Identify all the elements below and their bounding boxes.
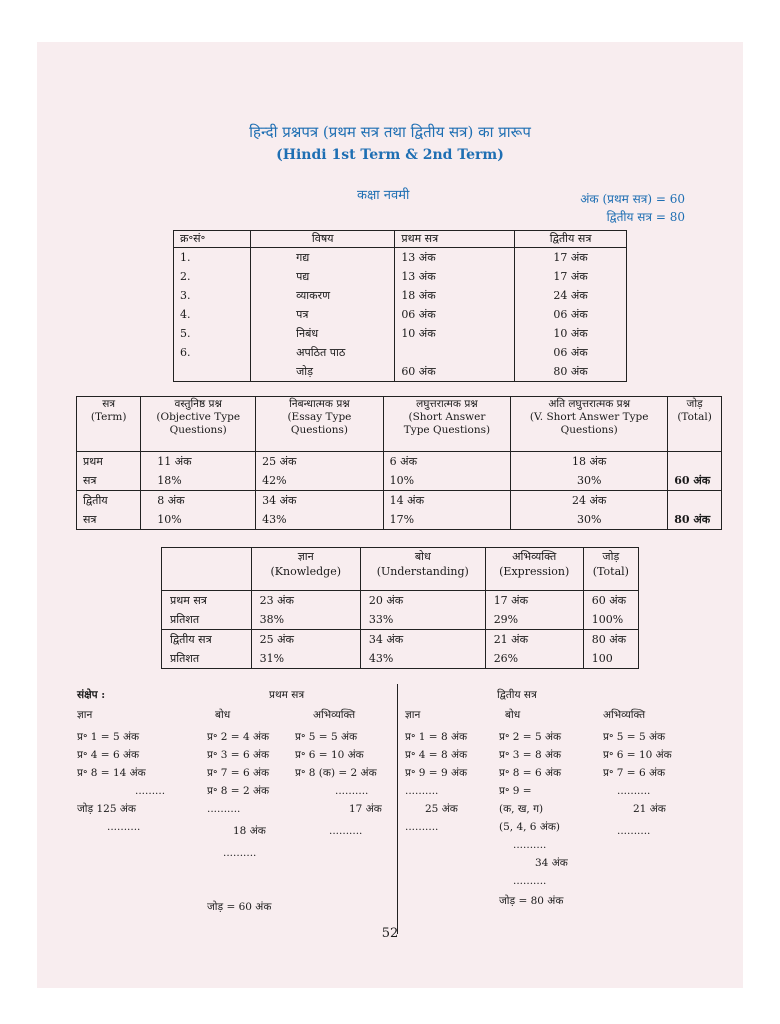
header-line: जोड़ (602, 550, 620, 563)
header-cell (360, 548, 485, 591)
cell: 80 अंक (583, 630, 638, 650)
list-item: प्र॰ 6 = 10 अंक (603, 749, 672, 761)
header-line: (Total) (592, 565, 629, 578)
total-cell: 80 अंक (668, 510, 722, 530)
second-abhi-list (603, 728, 672, 840)
list-item: प्र॰ 8 = 6 अंक (499, 767, 562, 779)
header-line: (Total) (677, 411, 712, 423)
header-cell (141, 397, 256, 452)
list-item: प्र॰ 9 = 9 अंक (405, 767, 468, 779)
list-item: .......... (329, 825, 363, 837)
table-header-row (77, 397, 722, 452)
list-item: .......... (405, 785, 439, 797)
cell: 13 अंक (395, 248, 515, 268)
list-item: प्र॰ 8 (क) = 2 अंक (295, 767, 377, 779)
cell: 100% (583, 610, 638, 630)
first-gyan-list (77, 728, 165, 836)
list-item: प्र॰ 4 = 8 अंक (405, 749, 468, 761)
cell: 06 अंक (395, 305, 515, 324)
cell: 5. (174, 324, 251, 343)
list-item: .......... (207, 803, 241, 815)
cell: 2. (174, 267, 251, 286)
header-line: (V. Short Answer Type (529, 411, 649, 423)
header-line: ज्ञान (297, 550, 314, 563)
header-line: Type Questions) (403, 424, 491, 436)
table-row (77, 452, 722, 472)
skill-distribution-table (161, 547, 639, 669)
header-line: वस्तुनिष्ठ प्रश्न (174, 398, 222, 410)
cell: 06 अंक (515, 305, 627, 324)
header-line: Questions) (290, 424, 348, 436)
cell: 10% (141, 510, 256, 530)
list-item: प्र॰ 8 = 2 अंक (207, 785, 270, 797)
cell: 21 अंक (485, 630, 583, 650)
cell: 4. (174, 305, 251, 324)
list-item: .......... (617, 825, 651, 837)
marks-second-term: द्वितीय सत्र = 80 (606, 210, 685, 224)
header-line: (Objective Type (156, 411, 241, 423)
list-item: प्र॰ 9 = (499, 785, 532, 797)
row-label: प्रतिशत (162, 649, 252, 669)
second-term-total: जोड़ = 80 अंक (499, 895, 564, 907)
table-total-row (174, 362, 627, 382)
list-item: .......... (107, 821, 141, 833)
table-header-row (174, 231, 627, 248)
row-label: प्रतिशत (162, 610, 252, 630)
cell: 34 अंक (360, 630, 485, 650)
cell: 100 (583, 649, 638, 669)
list-item: प्र॰ 5 = 5 अंक (295, 731, 358, 743)
term-cell: सत्र (77, 510, 141, 530)
row-label: प्रथम सत्र (162, 591, 252, 611)
list-item: 21 अंक (633, 803, 666, 815)
header-cell (251, 548, 360, 591)
cell: 60 अंक (395, 362, 515, 382)
first-abhi-list (295, 728, 382, 840)
cell: 1. (174, 248, 251, 268)
list-item: प्र॰ 3 = 8 अंक (499, 749, 562, 761)
cell: 6 अंक (383, 452, 511, 472)
term-cell: द्वितीय (77, 491, 141, 511)
list-item: 18 अंक (233, 825, 266, 837)
cell: 43% (256, 510, 384, 530)
summary-divider (397, 684, 398, 934)
header-line: अति लघुत्तरात्मक प्रश्न (548, 398, 631, 410)
header-cell (485, 548, 583, 591)
header-line: (Short Answer (408, 411, 486, 423)
list-item: प्र॰ 2 = 4 अंक (207, 731, 270, 743)
header-line: Questions) (560, 424, 618, 436)
cell: 06 अंक (515, 343, 627, 362)
header-cell (77, 397, 141, 452)
list-item: 17 अंक (349, 803, 382, 815)
cell: पद्य (251, 267, 395, 286)
table-row (174, 324, 627, 343)
header-line: बोध (414, 550, 431, 563)
list-item: प्र॰ 2 = 5 अंक (499, 731, 562, 743)
cell: 31% (251, 649, 360, 669)
header-line: Questions) (169, 424, 227, 436)
header-line: सत्र (102, 398, 116, 410)
table-row (174, 267, 627, 286)
cell: व्याकरण (251, 286, 395, 305)
cell: 34 अंक (256, 491, 384, 511)
header-cell (383, 397, 511, 452)
cell: पत्र (251, 305, 395, 324)
header-cell: क्र॰सं॰ (174, 231, 251, 248)
term-cell: सत्र (77, 471, 141, 491)
cell: 33% (360, 610, 485, 630)
list-item: 25 अंक (425, 803, 458, 815)
page-title-english: (Hindi 1st Term & 2nd Term) (276, 147, 504, 163)
cell (174, 362, 251, 382)
header-cell: विषय (251, 231, 395, 248)
list-item: .......... (223, 847, 257, 859)
table-row (174, 343, 627, 362)
cell (668, 491, 722, 511)
header-line: (Term) (90, 411, 127, 423)
table-row (162, 630, 639, 650)
cell: 17 अंक (485, 591, 583, 611)
second-bodh-heading: बोध (505, 709, 521, 721)
cell: 30% (511, 471, 668, 491)
total-cell: 60 अंक (668, 471, 722, 491)
list-item: प्र॰ 1 = 8 अंक (405, 731, 468, 743)
header-line: निबन्धात्मक प्रश्न (289, 398, 350, 410)
cell: 25 अंक (256, 452, 384, 472)
cell (395, 343, 515, 362)
second-bodh-list (499, 728, 568, 890)
header-line: (Understanding) (376, 565, 469, 578)
cell: 17 अंक (515, 248, 627, 268)
cell: 17 अंक (515, 267, 627, 286)
header-cell: द्वितीय सत्र (515, 231, 627, 248)
summary-label: संक्षेप : (77, 689, 106, 701)
cell: 38% (251, 610, 360, 630)
header-line: जोड़ (686, 398, 703, 410)
cell: 26% (485, 649, 583, 669)
term-cell: प्रथम (77, 452, 141, 472)
first-bodh-list (207, 728, 269, 862)
cell: 18% (141, 471, 256, 491)
page-title-hindi: हिन्दी प्रश्नपत्र (प्रथम सत्र तथा द्वितीय सत्र) का प्रारूप (249, 123, 531, 141)
cell: 60 अंक (583, 591, 638, 611)
header-cell (668, 397, 722, 452)
list-item: .......... (335, 785, 369, 797)
cell: गद्य (251, 248, 395, 268)
cell: 24 अंक (515, 286, 627, 305)
subject-marks-table (173, 230, 627, 382)
table-row (77, 471, 722, 491)
table-row (162, 610, 639, 630)
table-row (77, 510, 722, 530)
list-item: (5, 4, 6 अंक) (499, 821, 561, 833)
header-cell (256, 397, 384, 452)
cell: 10 अंक (515, 324, 627, 343)
cell: जोड़ (251, 362, 395, 382)
cell: 17% (383, 510, 511, 530)
cell: 10% (383, 471, 511, 491)
header-cell (583, 548, 638, 591)
first-abhi-heading: अभिव्यक्ति (313, 709, 356, 721)
cell: 20 अंक (360, 591, 485, 611)
table-row (162, 591, 639, 611)
cell: अपठित पाठ (251, 343, 395, 362)
document-page (37, 42, 743, 988)
cell: 3. (174, 286, 251, 305)
cell: 10 अंक (395, 324, 515, 343)
list-item: जोड़ 125 अंक (77, 803, 136, 815)
cell: 29% (485, 610, 583, 630)
marks-first-term: अंक (प्रथम सत्र) = 60 (580, 192, 685, 206)
cell: 18 अंक (511, 452, 668, 472)
header-line: (Essay Type (287, 411, 352, 423)
cell: 25 अंक (251, 630, 360, 650)
list-item: .......... (617, 785, 651, 797)
table-header-row (162, 548, 639, 591)
cell: 42% (256, 471, 384, 491)
second-gyan-heading: ज्ञान (405, 709, 421, 721)
header-cell (511, 397, 668, 452)
cell: 14 अंक (383, 491, 511, 511)
second-abhi-heading: अभिव्यक्ति (603, 709, 646, 721)
table-row (174, 286, 627, 305)
table-row (162, 649, 639, 669)
table-row (77, 491, 722, 511)
header-line: अभिव्यक्ति (512, 550, 557, 563)
second-term-heading: द्वितीय सत्र (497, 689, 537, 701)
table-row (174, 248, 627, 268)
list-item: .......... (405, 821, 439, 833)
header-line: (Expression) (499, 565, 570, 578)
cell: 18 अंक (395, 286, 515, 305)
cell: 13 अंक (395, 267, 515, 286)
cell: 8 अंक (141, 491, 256, 511)
cell: 80 अंक (515, 362, 627, 382)
header-cell: प्रथम सत्र (395, 231, 515, 248)
first-gyan-heading: ज्ञान (77, 709, 93, 721)
row-label: द्वितीय सत्र (162, 630, 252, 650)
first-term-total: जोड़ = 60 अंक (207, 901, 272, 913)
header-cell (162, 548, 252, 591)
list-item: .......... (513, 875, 547, 887)
question-type-table (76, 396, 722, 530)
cell: निबंध (251, 324, 395, 343)
list-item: ......... (135, 785, 166, 797)
cell: 24 अंक (511, 491, 668, 511)
list-item: प्र॰ 6 = 10 अंक (295, 749, 364, 761)
first-term-heading: प्रथम सत्र (269, 689, 305, 701)
list-item: प्र॰ 7 = 6 अंक (603, 767, 666, 779)
list-item: प्र॰ 4 = 6 अंक (77, 749, 140, 761)
cell (668, 452, 722, 472)
cell: 43% (360, 649, 485, 669)
list-item: 34 अंक (535, 857, 568, 869)
list-item: प्र॰ 8 = 14 अंक (77, 767, 146, 779)
header-line: लघुत्तरात्मक प्रश्न (416, 398, 478, 410)
page-number: 52 (381, 926, 399, 941)
list-item: प्र॰ 3 = 6 अंक (207, 749, 270, 761)
cell: 11 अंक (141, 452, 256, 472)
cell: 6. (174, 343, 251, 362)
list-item: .......... (513, 839, 547, 851)
table-row (174, 305, 627, 324)
first-bodh-heading: बोध (215, 709, 231, 721)
list-item: प्र॰ 5 = 5 अंक (603, 731, 666, 743)
list-item: (क, ख, ग) (499, 803, 544, 815)
cell: 23 अंक (251, 591, 360, 611)
class-label: कक्षा नवमी (357, 188, 410, 203)
cell: 30% (511, 510, 668, 530)
second-gyan-list (405, 728, 467, 836)
list-item: प्र॰ 7 = 6 अंक (207, 767, 270, 779)
list-item: प्र॰ 1 = 5 अंक (77, 731, 140, 743)
header-line: (Knowledge) (270, 565, 342, 578)
